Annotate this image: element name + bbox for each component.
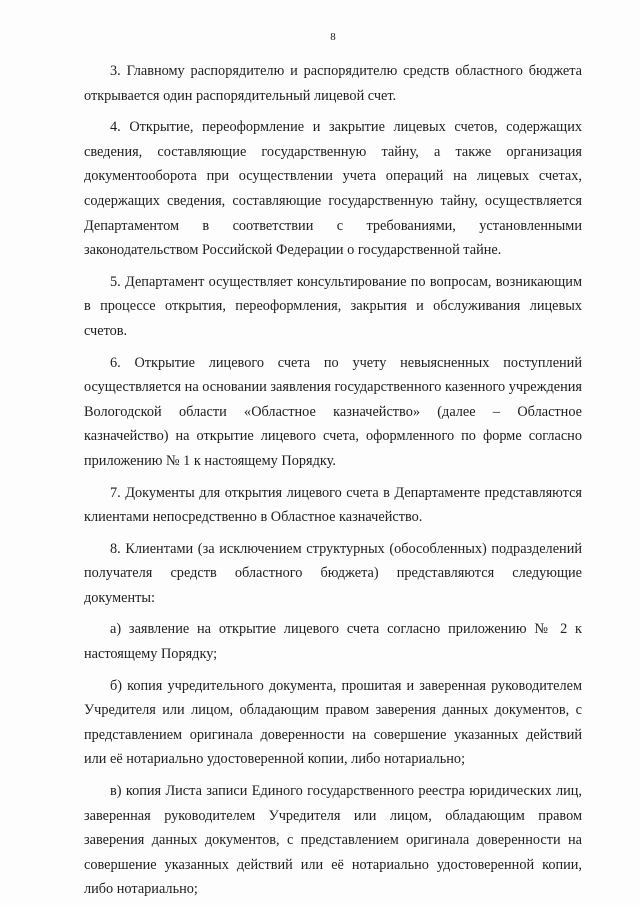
paragraph-8: 8. Клиентами (за исключением структурных (обособленных) подразделений получателя средств областного бюджета) представляются следующие документы: — [84, 540, 582, 606]
paragraph-8v: в) копия Листа записи Единого государственного реестра юридических лиц, заверенная руководителем Учредителя или лицом, обладающим правом заверения данных документов, с представлением оригинала доверенности на совершение указанных действий или её нотариально удостоверенной копии, либо нотариально; — [84, 783, 582, 898]
paragraph-8a: а) заявление на открытие лицевого счета согласно приложению № 2 к настоящему Порядку; — [84, 621, 582, 663]
paragraph-4: 4. Открытие, переоформление и закрытие лицевых счетов, содержащих сведения, составляющие государственную тайну, а также организация документооборота при осуществлении учета операций на лицевых счетах, содержащих сведения, составляющие государственную тайну, осуществляется Департаментом в соответствии с требованиями, установленными законодательством Российской Федерации о государственной тайне. — [84, 119, 582, 259]
paragraph-3: 3. Главному распорядителю и распорядителю средств областного бюджета открывается один распорядительный лицевой счет. — [84, 63, 582, 104]
paragraph-5: 5. Департамент осуществляет консультирование по вопросам, возникающим в процессе открытия, переоформления, закрытия и обслуживания лицевых счетов. — [84, 273, 582, 339]
page-number: 8 — [330, 31, 336, 43]
paragraph-8b: б) копия учредительного документа, прошитая и заверенная руководителем Учредителя или лицом, обладающим правом заверения данных документов, с представлением оригинала доверенности на совершение указанных действий или её нотариально удостоверенной копии, либо нотариально; — [84, 677, 582, 768]
paragraph-7: 7. Документы для открытия лицевого счета в Департаменте представляются клиентами непосредственно в Областное казначейство. — [84, 484, 582, 526]
paragraph-6: 6. Открытие лицевого счета по учету невыясненных поступлений осуществляется на основании заявления государственного казенного учреждения Вологодской области «Областное казначейство» (далее – Областное казначейство) на открытие лицевого счета, оформленного по форме согласно приложению № 1 к настоящему Порядку. — [84, 354, 582, 469]
